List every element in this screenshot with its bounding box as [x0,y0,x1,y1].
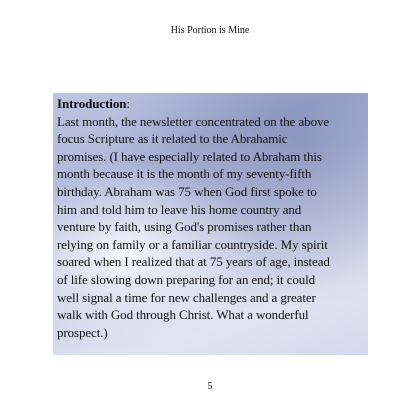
text-line: of life slowing down preparing for an end; it could [57,271,316,287]
heading-colon: : [126,96,130,111]
heading-label: Introduction [57,96,127,111]
text-line: walk with God through Christ. What a wonderful [57,307,309,323]
introduction-panel [53,93,368,355]
text-line: relying on family or a familiar countryside. My spirit [57,236,328,252]
page-header-title: His Portion is Mine [170,25,250,36]
text-line: well signal a time for new challenges and a greater [57,289,316,305]
introduction-heading [57,95,365,113]
page-number: 5 [207,381,213,392]
text-line: soared when I realized that at 75 years of age, instead [57,254,330,270]
introduction-text [57,95,365,341]
text-line: Last month, the newsletter concentrated on the above [57,113,330,129]
text-line: him and told him to leave his home country and [57,201,302,217]
text-line: prospect.) [57,324,108,340]
text-line: promises. (I have especially related to Abraham this [57,148,322,164]
text-line: month because it is the month of my seventy-fifth [57,166,312,182]
text-line: birthday. Abraham was 75 when God first spoke to [57,183,317,199]
text-line: focus Scripture as it related to the Abrahamic [57,131,288,147]
text-line: venture by faith, using God's promises rather than [57,219,312,235]
